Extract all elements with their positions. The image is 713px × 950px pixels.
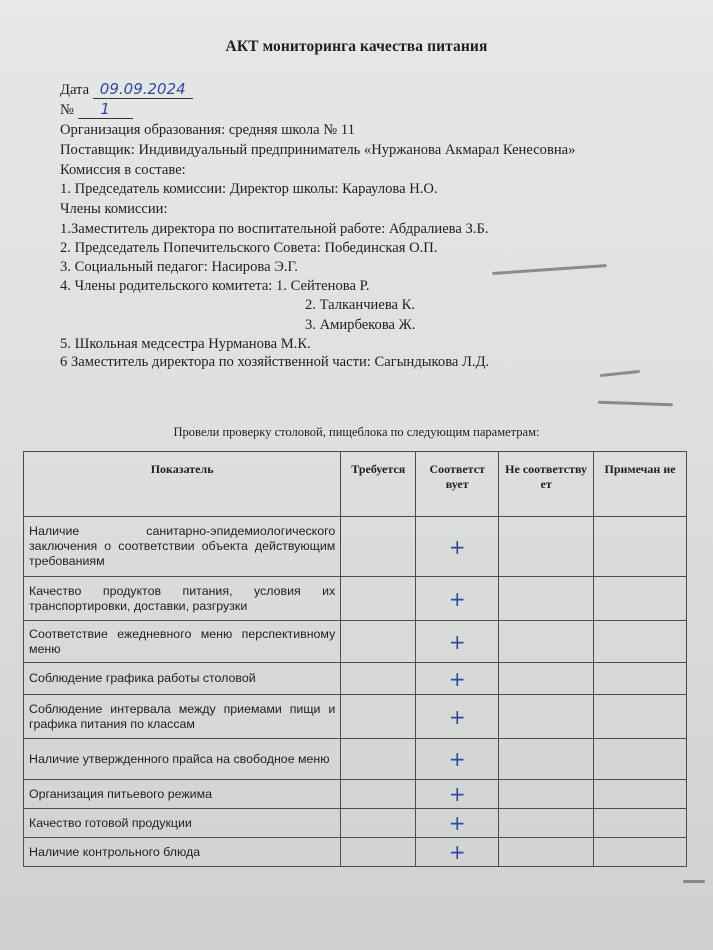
compliant-mark: + bbox=[416, 695, 499, 739]
noncompliant-cell bbox=[499, 739, 594, 780]
header-indicator: Показатель bbox=[24, 452, 341, 517]
required-cell bbox=[341, 838, 416, 867]
note-cell bbox=[594, 695, 687, 739]
noncompliant-cell bbox=[499, 663, 594, 695]
required-cell bbox=[341, 739, 416, 780]
table-row bbox=[24, 517, 687, 577]
document-title: АКТ мониторинга качества питания bbox=[225, 38, 488, 55]
note-cell bbox=[594, 739, 687, 780]
header-compliant: Соответст вует bbox=[416, 452, 499, 517]
compliant-mark: + bbox=[416, 663, 499, 695]
parent-member-line: 2. Талканчиева К. bbox=[305, 297, 416, 313]
table-row bbox=[24, 621, 687, 663]
required-cell bbox=[341, 577, 416, 621]
compliant-mark: + bbox=[416, 739, 499, 780]
member-line: 2. Председатель Попечительского Совета: Побединская О.П. bbox=[60, 240, 438, 256]
header-noncompliant: Не соответству ет bbox=[499, 452, 594, 517]
required-cell bbox=[341, 695, 416, 739]
organization-line: Организация образования: средняя школа № 11 bbox=[60, 122, 355, 138]
table-row bbox=[24, 577, 687, 621]
parameter-cell: Качество готовой продукции bbox=[24, 809, 341, 838]
inspection-caption: Провели проверку столовой, пищеблока по следующим параметрам: bbox=[173, 425, 540, 439]
noncompliant-cell bbox=[499, 695, 594, 739]
signature-scribble bbox=[683, 880, 705, 883]
compliant-mark: + bbox=[416, 621, 499, 663]
noncompliant-cell bbox=[499, 809, 594, 838]
chairman-line: 1. Председатель комиссии: Директор школы: Караулова Н.О. bbox=[60, 181, 438, 197]
noncompliant-cell bbox=[499, 577, 594, 621]
noncompliant-cell bbox=[499, 621, 594, 663]
note-cell bbox=[594, 809, 687, 838]
header-required: Требуется bbox=[341, 452, 416, 517]
table-row bbox=[24, 780, 687, 809]
note-cell bbox=[594, 663, 687, 695]
compliant-mark: + bbox=[416, 517, 499, 577]
note-cell bbox=[594, 517, 687, 577]
table-header-row bbox=[24, 452, 687, 517]
date-line bbox=[60, 80, 193, 99]
number-value: 1 bbox=[78, 100, 133, 119]
member-line: 1.Заместитель директора по воспитательной работе: Абдралиева З.Б. bbox=[60, 221, 489, 237]
table-row bbox=[24, 838, 687, 867]
date-value: 09.09.2024 bbox=[93, 80, 193, 99]
parameter-cell: Наличие контрольного блюда bbox=[24, 838, 341, 867]
parameter-cell: Организация питьевого режима bbox=[24, 780, 341, 809]
compliant-mark: + bbox=[416, 809, 499, 838]
parameter-cell: Качество продуктов питания, условия их транспортировки, доставки, разгрузки bbox=[24, 577, 341, 621]
signature-scribble bbox=[492, 264, 607, 275]
parameter-cell: Наличие утвержденного прайса на свободное меню bbox=[24, 739, 341, 780]
noncompliant-cell bbox=[499, 838, 594, 867]
table-row bbox=[24, 663, 687, 695]
signature-scribble bbox=[598, 401, 673, 407]
required-cell bbox=[341, 780, 416, 809]
note-cell bbox=[594, 838, 687, 867]
note-cell bbox=[594, 621, 687, 663]
table-row bbox=[24, 809, 687, 838]
signature-scribble bbox=[600, 370, 640, 377]
parent-member-line: 3. Амирбекова Ж. bbox=[305, 317, 416, 333]
header-note: Примечан ие bbox=[594, 452, 687, 517]
inspection-table bbox=[23, 451, 687, 867]
noncompliant-cell bbox=[499, 517, 594, 577]
parameter-cell: Соблюдение графика работы столовой bbox=[24, 663, 341, 695]
commission-heading: Комиссия в составе: bbox=[60, 162, 186, 178]
parameter-cell: Наличие санитарно-эпидемиологического заключения о соответствии объекта действующим требованиям bbox=[24, 517, 341, 577]
noncompliant-cell bbox=[499, 780, 594, 809]
parameter-cell: Соблюдение интервала между приемами пищи и графика питания по классам bbox=[24, 695, 341, 739]
members-heading: Члены комиссии: bbox=[60, 201, 168, 217]
required-cell bbox=[341, 517, 416, 577]
number-line bbox=[60, 100, 133, 119]
table-row bbox=[24, 739, 687, 780]
member-line: 3. Социальный педагог: Насирова Э.Г. bbox=[60, 259, 298, 275]
note-cell bbox=[594, 577, 687, 621]
note-cell bbox=[594, 780, 687, 809]
parameter-cell: Соответствие ежедневного меню перспективному меню bbox=[24, 621, 341, 663]
required-cell bbox=[341, 663, 416, 695]
compliant-mark: + bbox=[416, 780, 499, 809]
compliant-mark: + bbox=[416, 577, 499, 621]
deputy-econ-line: 6 Заместитель директора по хозяйственной части: Сагындыкова Л.Д. bbox=[60, 354, 490, 370]
table-row bbox=[24, 695, 687, 739]
supplier-line: Поставщик: Индивидуальный предприниматель «Нуржанова Акмарал Кенесовна» bbox=[60, 142, 576, 158]
date-label: Дата bbox=[60, 82, 90, 98]
required-cell bbox=[341, 621, 416, 663]
compliant-mark: + bbox=[416, 838, 499, 867]
required-cell bbox=[341, 809, 416, 838]
number-label: № bbox=[60, 102, 74, 118]
nurse-line: 5. Школьная медсестра Нурманова М.К. bbox=[60, 336, 311, 352]
member-line: 4. Члены родительского комитета: 1. Сейтенова Р. bbox=[60, 278, 370, 294]
